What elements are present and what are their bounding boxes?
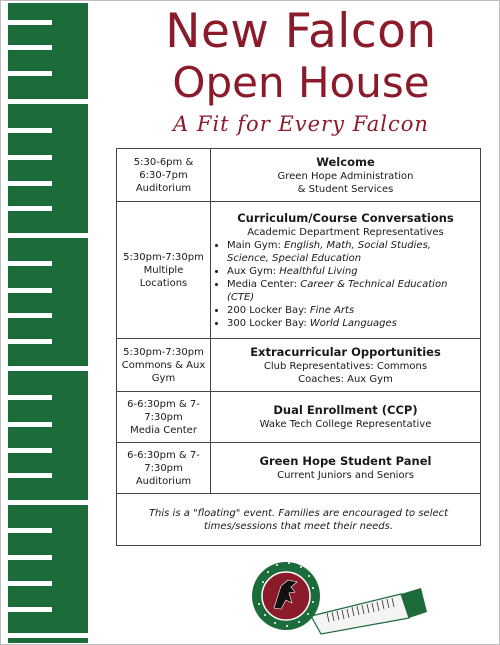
time-line: 5:30-6pm & (133, 156, 194, 168)
location-line: Multiple (143, 264, 184, 276)
list-item (227, 304, 476, 317)
ruler-tick (8, 633, 88, 638)
green-ruler-stripe (8, 3, 88, 643)
ruler-tick (8, 473, 52, 478)
ruler-tick (8, 288, 52, 293)
schedule-row (117, 443, 481, 494)
event-detail: & Student Services (297, 183, 394, 195)
location-name: Media Center: (227, 278, 298, 290)
ruler-tick (8, 181, 52, 186)
ruler-tick (8, 99, 88, 104)
time-line: 6:30-7pm (139, 169, 188, 181)
ruler-tick (8, 155, 52, 160)
ruler-tick (8, 20, 52, 25)
schedule-row (117, 202, 481, 339)
ruler-tick (8, 206, 52, 211)
time-line: 7:30pm (144, 462, 183, 474)
page-title-line1: New Falcon (165, 4, 437, 59)
ruler-tick (8, 555, 52, 560)
ruler-tick (8, 422, 52, 427)
time-line: 6-6:30pm & 7- (127, 398, 200, 410)
list-item (227, 265, 476, 278)
event-detail: Academic Department Representatives (247, 226, 444, 238)
ruler-tick (8, 339, 52, 344)
event-detail: Current Juniors and Seniors (277, 470, 414, 481)
ruler-tick (8, 448, 52, 453)
location-line: Gym (151, 372, 176, 384)
location-list (215, 239, 476, 330)
ruler-tick (8, 128, 52, 133)
location-topic: World Languages (309, 317, 397, 329)
event-cell (211, 443, 481, 494)
time-line: 5:30pm-7:30pm (123, 251, 204, 263)
ruler-graphic (311, 588, 427, 634)
location-line: Locations (139, 277, 188, 289)
schedule-row (117, 339, 481, 392)
location-line: Auditorium (135, 182, 192, 194)
time-line: 5:30pm-7:30pm (123, 346, 204, 358)
list-item (227, 239, 476, 265)
ruler-tick (8, 581, 52, 586)
location-topic: Career & Technical Education (CTE) (227, 278, 448, 303)
event-detail: Wake Tech College Representative (259, 419, 432, 430)
list-item (227, 317, 476, 330)
ruler-tick (8, 313, 52, 318)
ruler-tick (8, 607, 52, 612)
time-cell (117, 149, 211, 202)
ruler-tick (8, 366, 88, 371)
school-logo (251, 556, 451, 636)
ruler-tick (8, 395, 52, 400)
ruler-tick (8, 233, 88, 238)
location-name: Aux Gym: (227, 265, 277, 277)
page-title-line2: Open House (172, 58, 430, 107)
note-row (117, 494, 481, 546)
location-topic: Fine Arts (309, 304, 355, 316)
event-detail: Coaches: Aux Gym (298, 373, 393, 385)
ruler-tick (8, 528, 52, 533)
event-title: Extracurricular Opportunities (250, 344, 441, 359)
floating-event-note: This is a "floating" event. Families are encouraged to select times/sessions that meet their needs. (117, 494, 481, 546)
time-cell (117, 339, 211, 392)
ruler-tick (8, 45, 52, 50)
event-cell (211, 339, 481, 392)
event-title: Curriculum/Course Conversations (237, 210, 454, 225)
ruler-tick (8, 261, 52, 266)
event-cell (211, 392, 481, 443)
location-line: Media Center (130, 424, 197, 436)
time-cell (117, 202, 211, 339)
event-title: Dual Enrollment (CCP) (273, 403, 418, 417)
location-topic: Healthful Living (279, 265, 358, 277)
time-line: 6-6:30pm & 7- (127, 449, 200, 461)
location-line: Auditorium (135, 475, 192, 487)
location-name: 200 Locker Bay: (227, 304, 307, 316)
event-title: Green Hope Student Panel (259, 454, 432, 468)
event-cell (211, 202, 481, 339)
ruler-tick (8, 71, 52, 76)
location-line: Commons & Aux (121, 359, 206, 371)
list-item (227, 278, 476, 304)
time-line: 7:30pm (144, 411, 183, 423)
tagline: A Fit for Every Falcon (173, 112, 429, 136)
time-cell (117, 392, 211, 443)
location-topic: English, Math, Social Studies, Science, Special Education (227, 239, 431, 264)
schedule-row (117, 149, 481, 202)
schedule-row (117, 392, 481, 443)
ruler-tick (8, 500, 88, 505)
schedule-table (116, 148, 481, 546)
event-detail: Green Hope Administration (277, 170, 414, 182)
event-cell (211, 149, 481, 202)
event-detail: Club Representatives: Commons (263, 360, 428, 372)
location-name: 300 Locker Bay: (227, 317, 307, 329)
location-name: Main Gym: (227, 239, 281, 251)
event-title: Welcome (316, 154, 375, 169)
time-cell (117, 443, 211, 494)
